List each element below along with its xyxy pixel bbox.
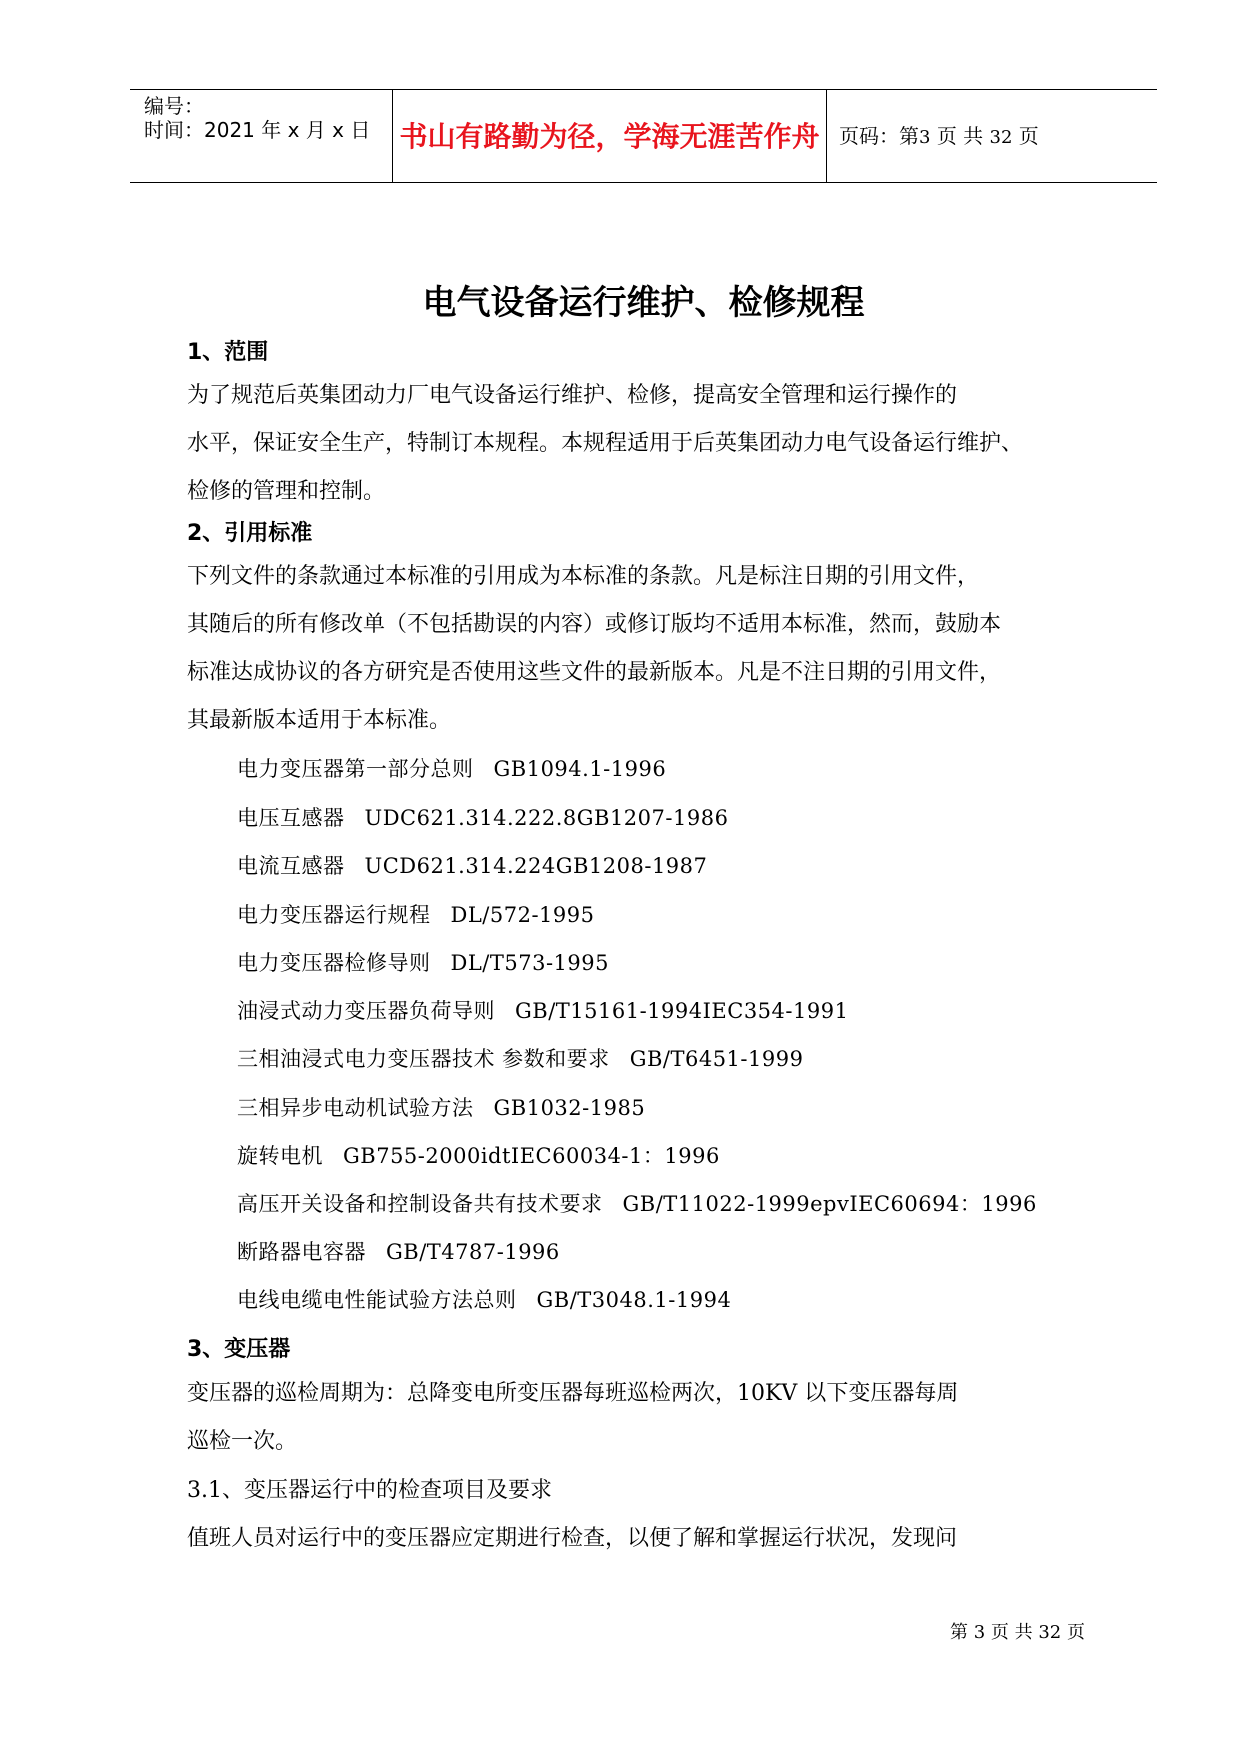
reference-item: 电力变压器运行规程 DL/572-1995: [237, 903, 595, 927]
reference-item: 电线电缆电性能试验方法总则 GB/T3048.1-1994: [237, 1288, 732, 1312]
header-info-cell: [130, 90, 393, 182]
paragraph-line: 标准达成协议的各方研究是否使用这些文件的最新版本。凡是不注日期的引用文件，: [187, 660, 1002, 685]
subsection-3-1-heading: 3.1、变压器运行中的检查项目及要求: [187, 1478, 552, 1503]
paragraph-line: 巡检一次。: [187, 1429, 298, 1454]
reference-item: 旋转电机 GB755-2000idtIEC60034-1：1996: [237, 1144, 720, 1168]
document-title: 电气设备运行维护、检修规程: [422, 283, 865, 323]
paragraph-line: 水平，保证安全生产，特制订本规程。本规程适用于后英集团动力电气设备运行维护、: [187, 431, 1024, 456]
section-2-heading: 2、引用标准: [187, 521, 313, 546]
serial-label: 编号：: [144, 94, 204, 118]
paragraph-line: 检修的管理和控制。: [187, 479, 386, 504]
paragraph-line: 为了规范后英集团动力厂电气设备运行维护、检修，提高安全管理和运行操作的: [187, 383, 958, 408]
paragraph-line: 下列文件的条款通过本标准的引用成为本标准的条款。凡是标注日期的引用文件，: [187, 564, 980, 589]
reference-item: 高压开关设备和控制设备共有技术要求 GB/T11022-1999epvIEC60694：1996: [237, 1192, 1037, 1216]
reference-item: 电流互感器 UCD621.314.224GB1208-1987: [237, 854, 708, 878]
reference-item: 油浸式动力变压器负荷导则 GB/T15161-1994IEC354-1991: [237, 999, 849, 1023]
page-indicator: 页码：第3 页 共 32 页: [839, 124, 1039, 148]
page-header: [130, 89, 1157, 183]
time-label: 时间：2021 年 x 月 x 日: [144, 118, 371, 142]
reference-item: 电力变压器检修导则 DL/T573-1995: [237, 951, 609, 975]
reference-item: 电压互感器 UDC621.314.222.8GB1207-1986: [237, 806, 729, 830]
paragraph-line: 其最新版本适用于本标准。: [187, 708, 452, 733]
header-page-cell: [827, 90, 1157, 182]
reference-item: 三相异步电动机试验方法 GB1032-1985: [237, 1096, 646, 1120]
reference-item: 断路器电容器 GB/T4787-1996: [237, 1240, 560, 1264]
header-motto-cell: [393, 90, 827, 182]
paragraph-line: 值班人员对运行中的变压器应定期进行检查，以便了解和掌握运行状况，发现问: [187, 1526, 958, 1551]
reference-item: 三相油浸式电力变压器技术 参数和要求 GB/T6451-1999: [237, 1047, 804, 1071]
motto: 书山有路勤为径，学海无涯苦作舟: [399, 120, 820, 153]
paragraph-line: 变压器的巡检周期为：总降变电所变压器每班巡检两次，10KV 以下变压器每周: [187, 1381, 959, 1406]
section-3-heading: 3、变压器: [187, 1337, 291, 1362]
section-1-heading: 1、范围: [187, 340, 269, 365]
page-footer: 第 3 页 共 32 页: [950, 1622, 1085, 1643]
reference-item: 电力变压器第一部分总则 GB1094.1-1996: [237, 757, 667, 781]
paragraph-line: 其随后的所有修改单（不包括勘误的内容）或修订版均不适用本标准，然而，鼓励本: [187, 612, 1002, 637]
